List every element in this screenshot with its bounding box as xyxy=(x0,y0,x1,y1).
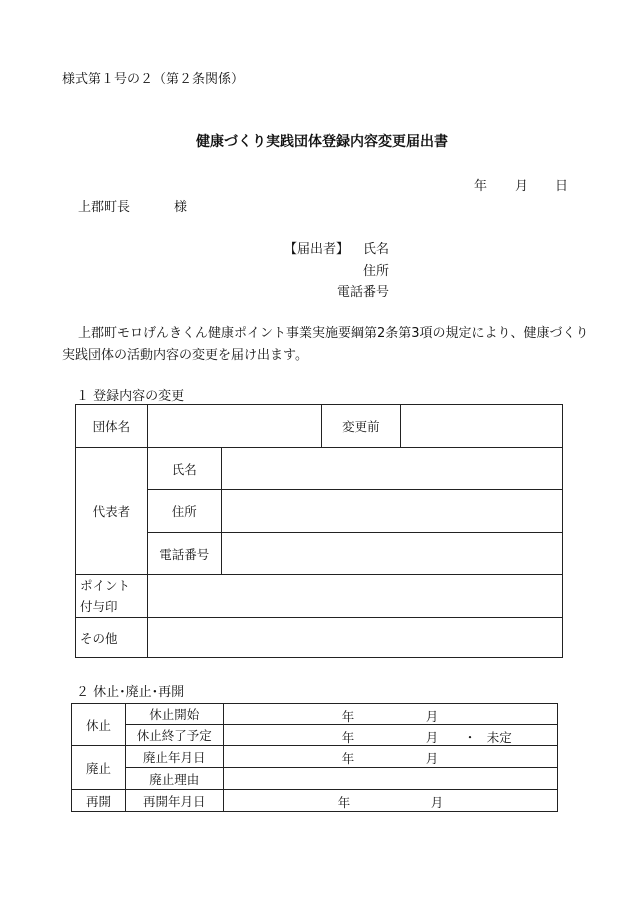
suspend-start-year: 年 xyxy=(341,709,355,724)
suspend-abolish-resume-table xyxy=(71,703,558,812)
point-stamp-label-line-1: ポイント xyxy=(80,578,131,593)
abolish-reason-field[interactable] xyxy=(223,768,557,790)
suspend-start-label: 休止開始 xyxy=(125,704,223,725)
abolish-label: 廃止 xyxy=(72,746,126,790)
point-stamp-field[interactable] xyxy=(147,575,562,618)
suspend-end-label: 休止終了予定 xyxy=(125,725,223,746)
rep-address-label: 住所 xyxy=(147,490,221,533)
resume-year: 年 xyxy=(337,795,351,810)
suspend-end-month: 月 xyxy=(425,730,439,745)
date-year-label: 年 xyxy=(474,179,488,194)
rep-name-field[interactable] xyxy=(221,448,562,490)
resume-date-field[interactable] xyxy=(223,790,557,812)
suspend-label: 休止 xyxy=(72,704,126,746)
date-month-label: 月 xyxy=(515,179,529,194)
abolish-month: 月 xyxy=(425,751,439,766)
addressee-honorific: 様 xyxy=(174,200,188,215)
resume-label: 再開 xyxy=(72,790,126,812)
addressee-name: 上郡町長 xyxy=(78,200,131,215)
body-text-line-2: 実践団体の活動内容の変更を届け出ます。 xyxy=(62,348,308,363)
suspend-end-year: 年 xyxy=(341,730,355,745)
resume-date-label: 再開年月日 xyxy=(125,790,223,812)
notifier-phone-label: 電話番号 xyxy=(337,285,390,300)
before-change-label: 変更前 xyxy=(321,405,401,448)
suspend-end-dot: ・ xyxy=(463,730,477,745)
notifier-name-label: 氏名 xyxy=(363,242,390,257)
abolish-date-label: 廃止年月日 xyxy=(125,746,223,768)
body-text-line-1: 上郡町モロげんきくん健康ポイント事業実施要綱第2条第3項の規定により、健康づくり xyxy=(78,326,589,341)
group-name-label: 団体名 xyxy=(76,405,148,448)
other-field[interactable] xyxy=(147,618,562,658)
form-number: 様式第１号の２（第２条関係） xyxy=(62,72,245,87)
rep-name-label: 氏名 xyxy=(147,448,221,490)
section2-heading: ２ 休止･廃止･再開 xyxy=(76,685,185,700)
section1-heading: １ 登録内容の変更 xyxy=(76,389,185,404)
group-name-field[interactable] xyxy=(147,405,321,448)
abolish-date-field[interactable] xyxy=(223,746,557,768)
abolish-reason-label: 廃止理由 xyxy=(125,768,223,790)
point-stamp-label xyxy=(76,575,148,618)
notifier-address-label: 住所 xyxy=(363,264,390,279)
representative-label: 代表者 xyxy=(76,448,148,575)
resume-month: 月 xyxy=(430,795,444,810)
other-label: その他 xyxy=(76,618,148,658)
rep-phone-field[interactable] xyxy=(221,533,562,575)
suspend-start-field[interactable] xyxy=(223,704,557,725)
document-title: 健康づくり実践団体登録内容変更届出書 xyxy=(196,134,448,150)
rep-phone-label: 電話番号 xyxy=(147,533,221,575)
date-day-label: 日 xyxy=(555,179,569,194)
suspend-start-month: 月 xyxy=(425,709,439,724)
abolish-year: 年 xyxy=(341,751,355,766)
suspend-end-undecided: 未定 xyxy=(486,730,512,745)
before-change-field[interactable] xyxy=(401,405,563,448)
notifier-label: 【届出者】 xyxy=(284,242,350,257)
suspend-end-field[interactable] xyxy=(223,725,557,746)
rep-address-field[interactable] xyxy=(221,490,562,533)
point-stamp-label-line-2: 付与印 xyxy=(80,599,118,614)
registration-change-table xyxy=(75,404,563,658)
